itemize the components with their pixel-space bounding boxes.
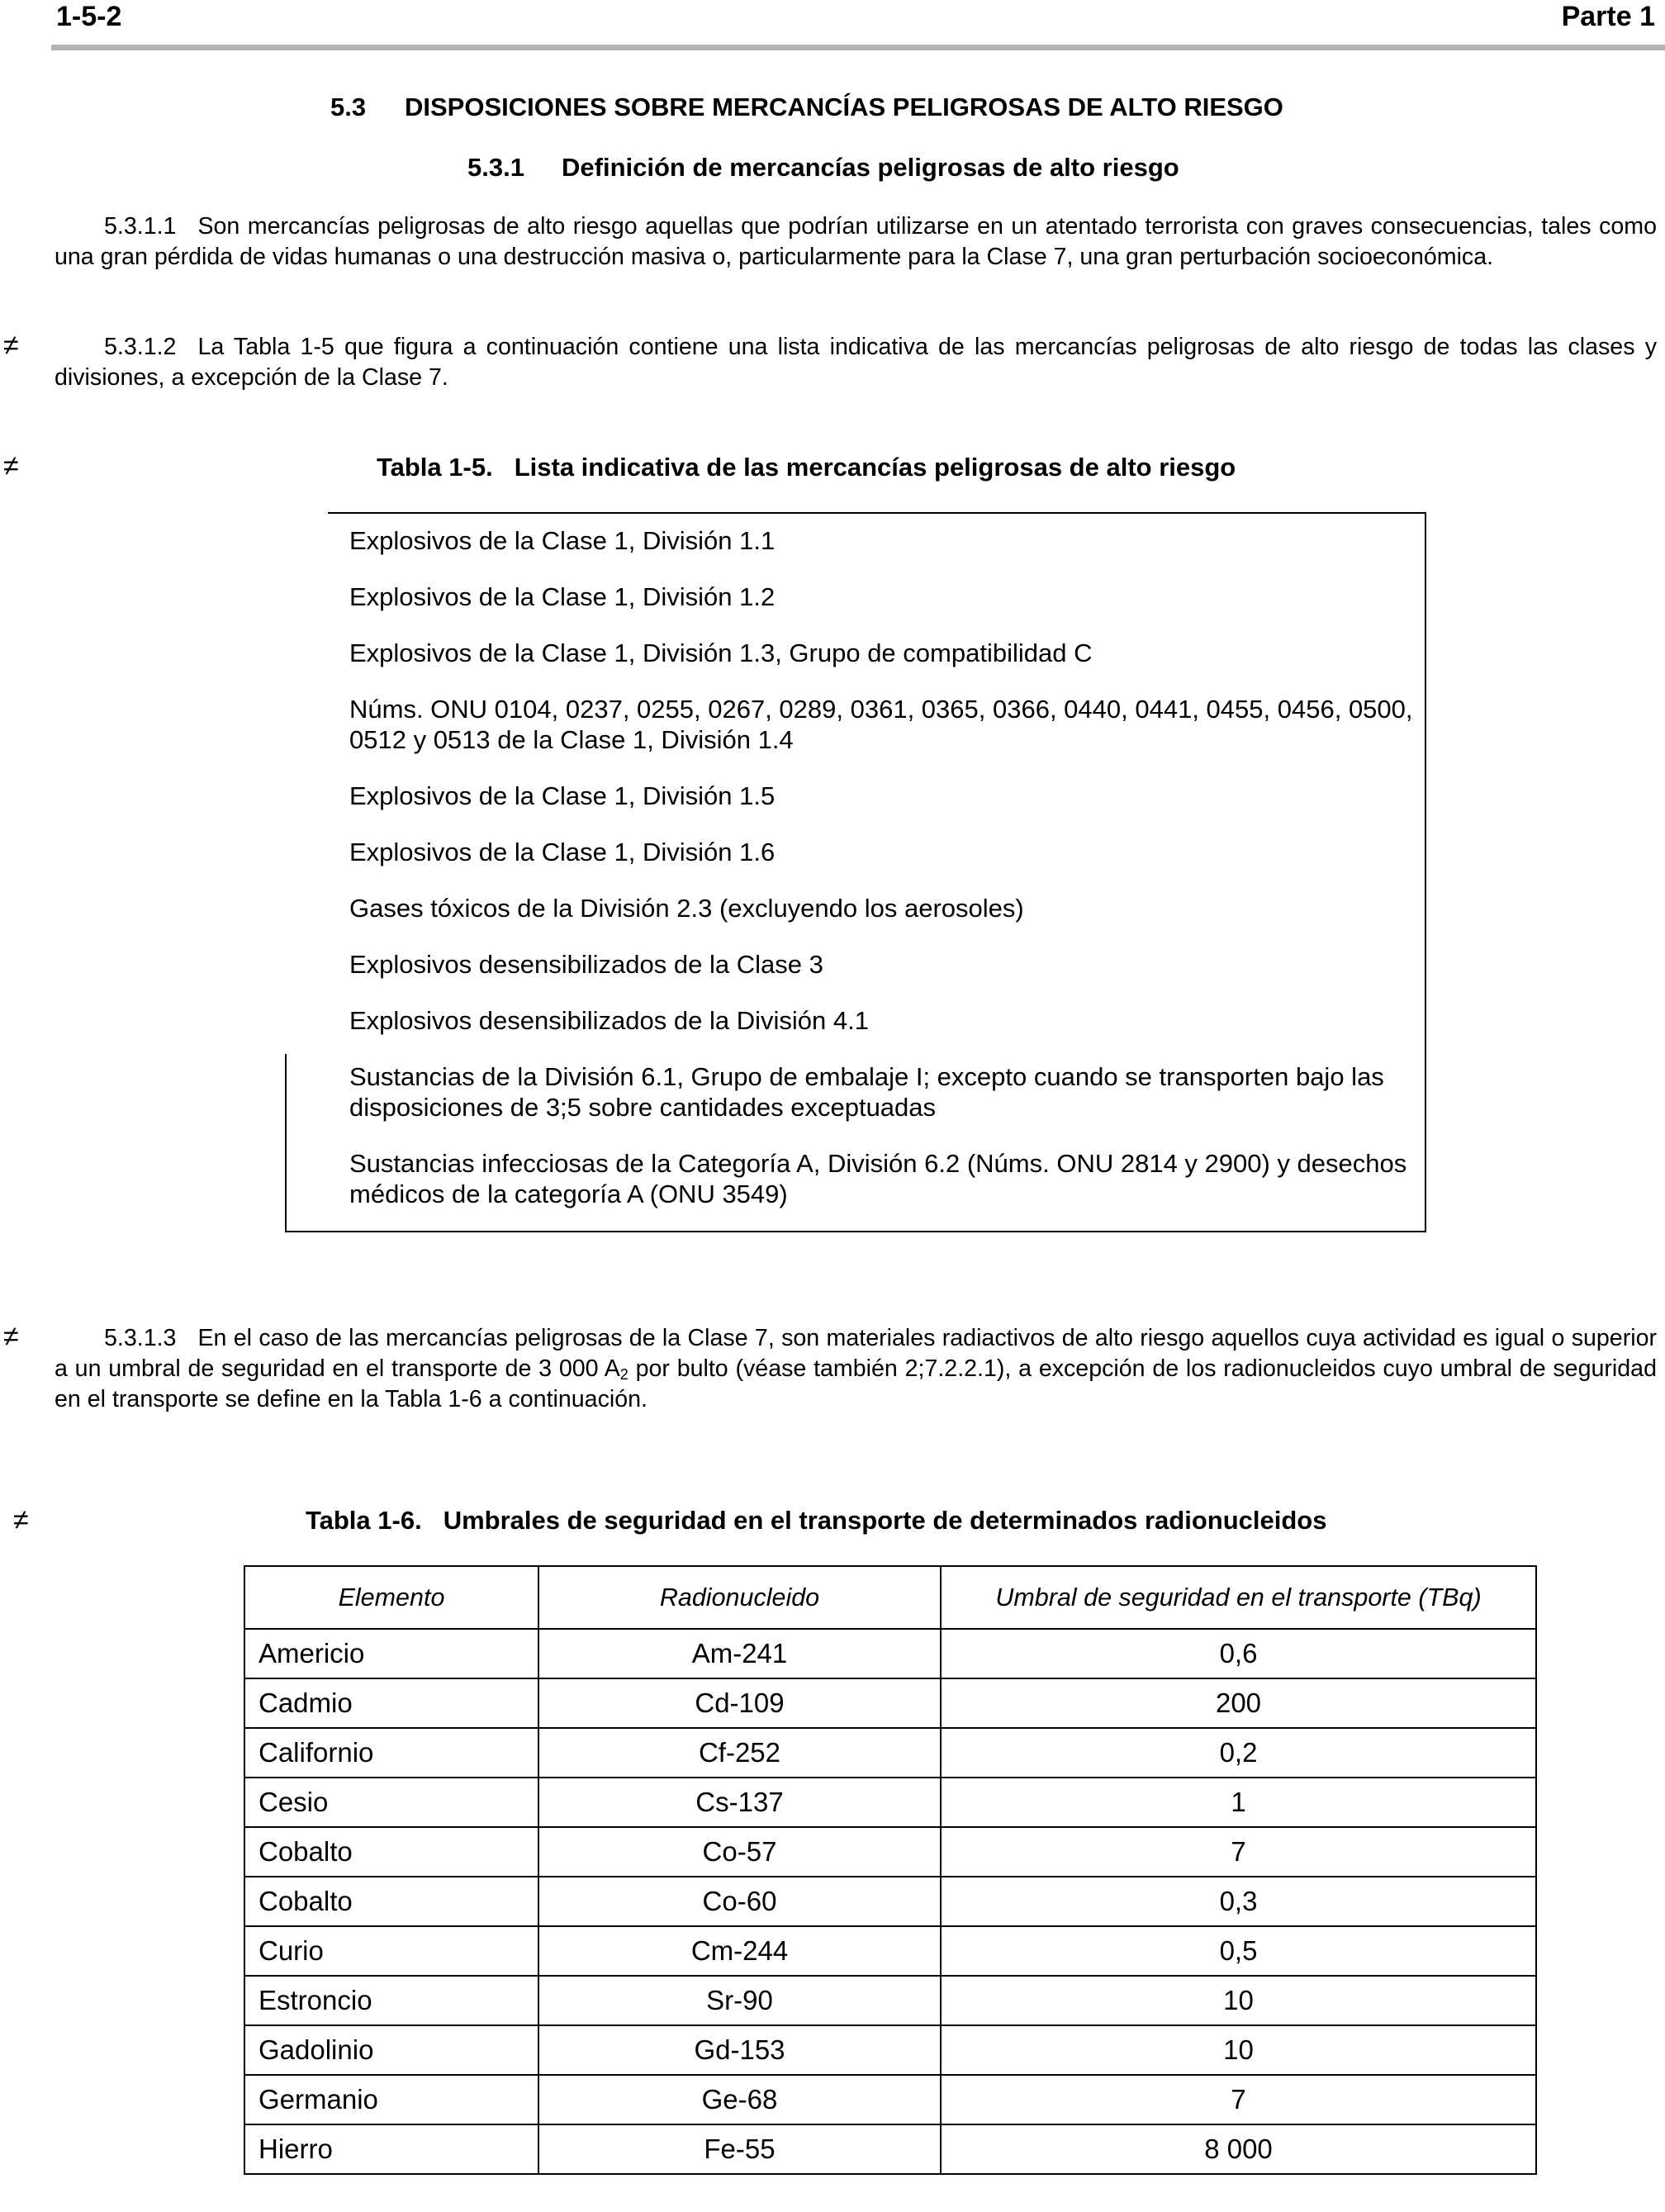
cell-radionuclide: Cs-137 bbox=[538, 1778, 941, 1827]
cell-element: Gadolinio bbox=[244, 2025, 538, 2075]
cell-threshold: 1 bbox=[941, 1778, 1536, 1827]
cell-threshold: 200 bbox=[941, 1678, 1536, 1728]
cell-radionuclide: Sr-90 bbox=[538, 1976, 941, 2025]
table-row bbox=[244, 1678, 1536, 1728]
table-row bbox=[244, 1728, 1536, 1778]
table-1-5-list bbox=[349, 525, 1415, 1209]
table-row bbox=[244, 1877, 1536, 1926]
paragraph-5-3-1-1 bbox=[55, 211, 1657, 273]
subsection-title: Definición de mercancías peligrosas de alto riesgo bbox=[562, 153, 1179, 182]
paragraph-text: La Tabla 1-5 que figura a continuación contiene una lista indicativa de las mercancías peligrosas de alto riesgo de todas las clases y divisiones, a excepción de la Clase 7. bbox=[55, 334, 1657, 391]
cell-radionuclide: Am-241 bbox=[538, 1629, 941, 1678]
paragraph-5-3-1-3 bbox=[55, 1323, 1657, 1415]
cell-radionuclide: Co-57 bbox=[538, 1827, 941, 1877]
paragraph-text: Son mercancías peligrosas de alto riesgo aquellas que podrían utilizarse en un atentado terrorista con graves consecuencias, tales como una gran pérdida de vidas humanas o una destrucción masiva o, particularmente para la Clase 7, una gran perturbación socioeconómica. bbox=[55, 213, 1657, 270]
cell-element: Cobalto bbox=[244, 1827, 538, 1877]
cell-element: Californio bbox=[244, 1728, 538, 1778]
part-label: Parte 1 bbox=[1561, 1, 1655, 32]
list-item: Sustancias de la División 6.1, Grupo de embalaje I; excepto cuando se transporten bajo las disposiciones de 3;5 sobre cantidades exceptuadas bbox=[349, 1062, 1384, 1122]
list-item: Explosivos de la Clase 1, División 1.6 bbox=[349, 838, 776, 866]
cell-element: Hierro bbox=[244, 2124, 538, 2174]
table-caption: Lista indicativa de las mercancías peligrosas de alto riesgo bbox=[514, 453, 1236, 482]
cell-element: Germanio bbox=[244, 2075, 538, 2124]
table-row bbox=[244, 1926, 1536, 1976]
list-item: Explosivos de la Clase 1, División 1.3, Grupo de compatibilidad C bbox=[349, 638, 1093, 667]
cell-element: Estroncio bbox=[244, 1976, 538, 2025]
cell-element: Cobalto bbox=[244, 1877, 538, 1926]
cell-element: Curio bbox=[244, 1926, 538, 1976]
cell-threshold: 0,2 bbox=[941, 1728, 1536, 1778]
cell-threshold: 7 bbox=[941, 2075, 1536, 2124]
change-mark: ≠ bbox=[3, 330, 19, 361]
cell-radionuclide: Cm-244 bbox=[538, 1926, 941, 1976]
paragraph-number: 5.3.1.3 bbox=[104, 1325, 177, 1351]
cell-radionuclide: Ge-68 bbox=[538, 2075, 941, 2124]
cell-radionuclide: Cf-252 bbox=[538, 1728, 941, 1778]
radionuclide-threshold-table bbox=[244, 1565, 1537, 2175]
list-item: Sustancias infecciosas de la Categoría A, División 6.2 (Núms. ONU 2814 y 2900) y desechos médicos de la categoría A (ONU 3549) bbox=[349, 1149, 1407, 1208]
cell-threshold: 8 000 bbox=[941, 2124, 1536, 2174]
paragraph-text-start: En el caso de las mercancías peligrosas de la Clase 7, son materiales radiactivos de alto riesgo aquellos cuya actividad es igual o superior a un umbral de seguridad en el transporte de 3 000 A bbox=[55, 1325, 1657, 1382]
list-item: Núms. ONU 0104, 0237, 0255, 0267, 0289, 0361, 0365, 0366, 0440, 0441, 0455, 0456, 0500, 0512 y 0513 de la Clase 1, División 1.4 bbox=[349, 695, 1413, 754]
list-item: Explosivos de la Clase 1, División 1.5 bbox=[349, 781, 776, 810]
list-item: Gases tóxicos de la División 2.3 (excluyendo los aerosoles) bbox=[349, 894, 1024, 923]
section-title: DISPOSICIONES SOBRE MERCANCÍAS PELIGROSAS DE ALTO RIESGO bbox=[405, 93, 1283, 121]
cell-threshold: 7 bbox=[941, 1827, 1536, 1877]
table-row bbox=[244, 1629, 1536, 1678]
change-mark: ≠ bbox=[3, 1321, 19, 1352]
column-header-threshold: Umbral de seguridad en el transporte (TBq) bbox=[941, 1566, 1536, 1629]
cell-threshold: 10 bbox=[941, 1976, 1536, 2025]
table-row bbox=[244, 2025, 1536, 2075]
page-number: 1-5-2 bbox=[56, 1, 122, 32]
table-header-row bbox=[244, 1566, 1536, 1629]
table-row bbox=[244, 1976, 1536, 2025]
section-number: 5.3 bbox=[330, 93, 367, 121]
header-rule bbox=[51, 45, 1665, 50]
paragraph-5-3-1-2 bbox=[55, 332, 1657, 393]
paragraph-number: 5.3.1.1 bbox=[104, 213, 177, 240]
column-header-radionuclide: Radionucleido bbox=[538, 1566, 941, 1629]
table-1-5-title bbox=[377, 451, 1236, 484]
cell-radionuclide: Gd-153 bbox=[538, 2025, 941, 2075]
table-row bbox=[244, 2075, 1536, 2124]
table-1-5-top-border bbox=[328, 512, 1426, 514]
cell-threshold: 0,5 bbox=[941, 1926, 1536, 1976]
table-row bbox=[244, 2124, 1536, 2174]
cell-radionuclide: Cd-109 bbox=[538, 1678, 941, 1728]
paragraph-number: 5.3.1.2 bbox=[104, 334, 177, 360]
table-number: Tabla 1-6. bbox=[306, 1506, 422, 1535]
paragraph-text-end: por bulto (véase también 2;7.2.2.1), a excepción de los radionucleidos cuyo umbral de seguridad en el transporte se define en la Tabla 1-6 a continuación. bbox=[55, 1355, 1657, 1412]
cell-element: Americio bbox=[244, 1629, 538, 1678]
table-1-6-title bbox=[306, 1504, 1326, 1537]
table-row bbox=[244, 1827, 1536, 1877]
list-item: Explosivos desensibilizados de la Clase 3 bbox=[349, 950, 823, 979]
table-row bbox=[244, 1778, 1536, 1827]
subscript: 2 bbox=[619, 1366, 629, 1383]
table-caption: Umbrales de seguridad en el transporte de determinados radionucleidos bbox=[443, 1506, 1327, 1535]
cell-element: Cesio bbox=[244, 1778, 538, 1827]
list-item: Explosivos de la Clase 1, División 1.1 bbox=[349, 526, 776, 555]
change-mark: ≠ bbox=[13, 1504, 29, 1536]
subsection-number: 5.3.1 bbox=[467, 153, 524, 182]
cell-threshold: 0,6 bbox=[941, 1629, 1536, 1678]
cell-threshold: 10 bbox=[941, 2025, 1536, 2075]
table-number: Tabla 1-5. bbox=[377, 453, 493, 482]
list-item: Explosivos de la Clase 1, División 1.2 bbox=[349, 582, 776, 611]
cell-radionuclide: Co-60 bbox=[538, 1877, 941, 1926]
column-header-element: Elemento bbox=[244, 1566, 538, 1629]
cell-element: Cadmio bbox=[244, 1678, 538, 1728]
list-item: Explosivos desensibilizados de la División 4.1 bbox=[349, 1006, 869, 1035]
change-mark: ≠ bbox=[3, 450, 19, 482]
table-1-5-border-gap bbox=[285, 512, 287, 1054]
cell-threshold: 0,3 bbox=[941, 1877, 1536, 1926]
cell-radionuclide: Fe-55 bbox=[538, 2124, 941, 2174]
